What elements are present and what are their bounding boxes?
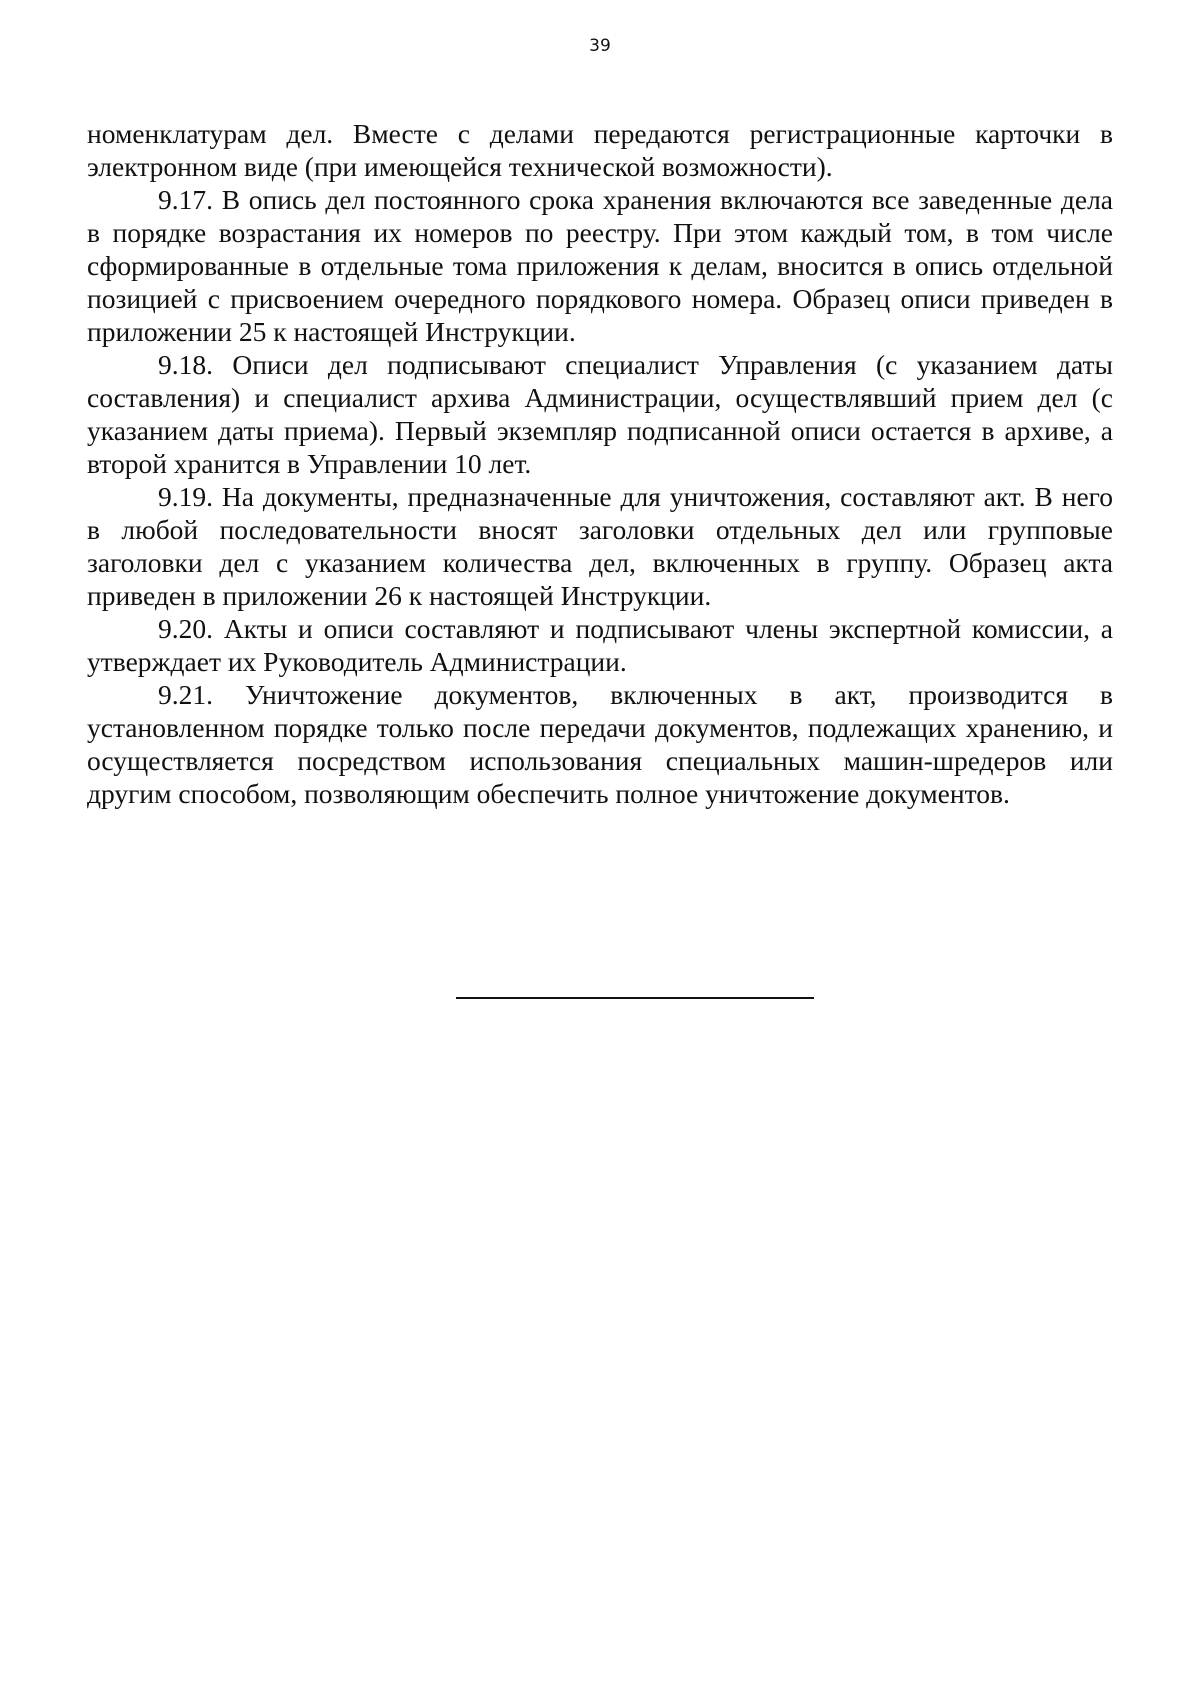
paragraph-9-20: 9.20. Акты и описи составляют и подписывают члены экспертной комиссии, а утверждает их Руководитель Администрации. [87,613,1113,677]
paragraph-9-19: 9.19. На документы, предназначенные для уничтожения, составляют акт. В него в любой последовательности вносят заголовки отдельных дел или групповые заголовки дел с указанием количества дел, включенных в группу. Образец акта приведен в приложении 26 к настоящей Инструкции. [87,481,1113,611]
end-of-section-rule [456,997,814,999]
page-number: 39 [589,36,611,56]
document-body [87,117,1113,810]
paragraph-9-21: 9.21. Уничтожение документов, включенных в акт, производится в установленном порядке только после передачи документов, подлежащих хранению, и осуществляется посредством использования специальных машин-шредеров или другим способом, позволяющим обеспечить полное уничтожение документов. [87,679,1113,809]
paragraph-continuation: номенклатурам дел. Вместе с делами передаются регистрационные карточки в электронном виде (при имеющейся технической возможности). [87,118,1113,182]
paragraph-9-18: 9.18. Описи дел подписывают специалист Управления (с указанием даты составления) и специалист архива Администрации, осуществлявший прием дел (с указанием даты приема). Первый экземпляр подписанной описи остается в архиве, а второй хранится в Управлении 10 лет. [87,349,1113,479]
paragraph-9-17: 9.17. В опись дел постоянного срока хранения включаются все заведенные дела в порядке возрастания их номеров по реестру. При этом каждый том, в том числе сформированные в отдельные тома приложения к делам, вносится в опись отдельной позицией с присвоением очередного порядкового номера. Образец описи приведен в приложении 25 к настоящей Инструкции. [87,184,1113,347]
